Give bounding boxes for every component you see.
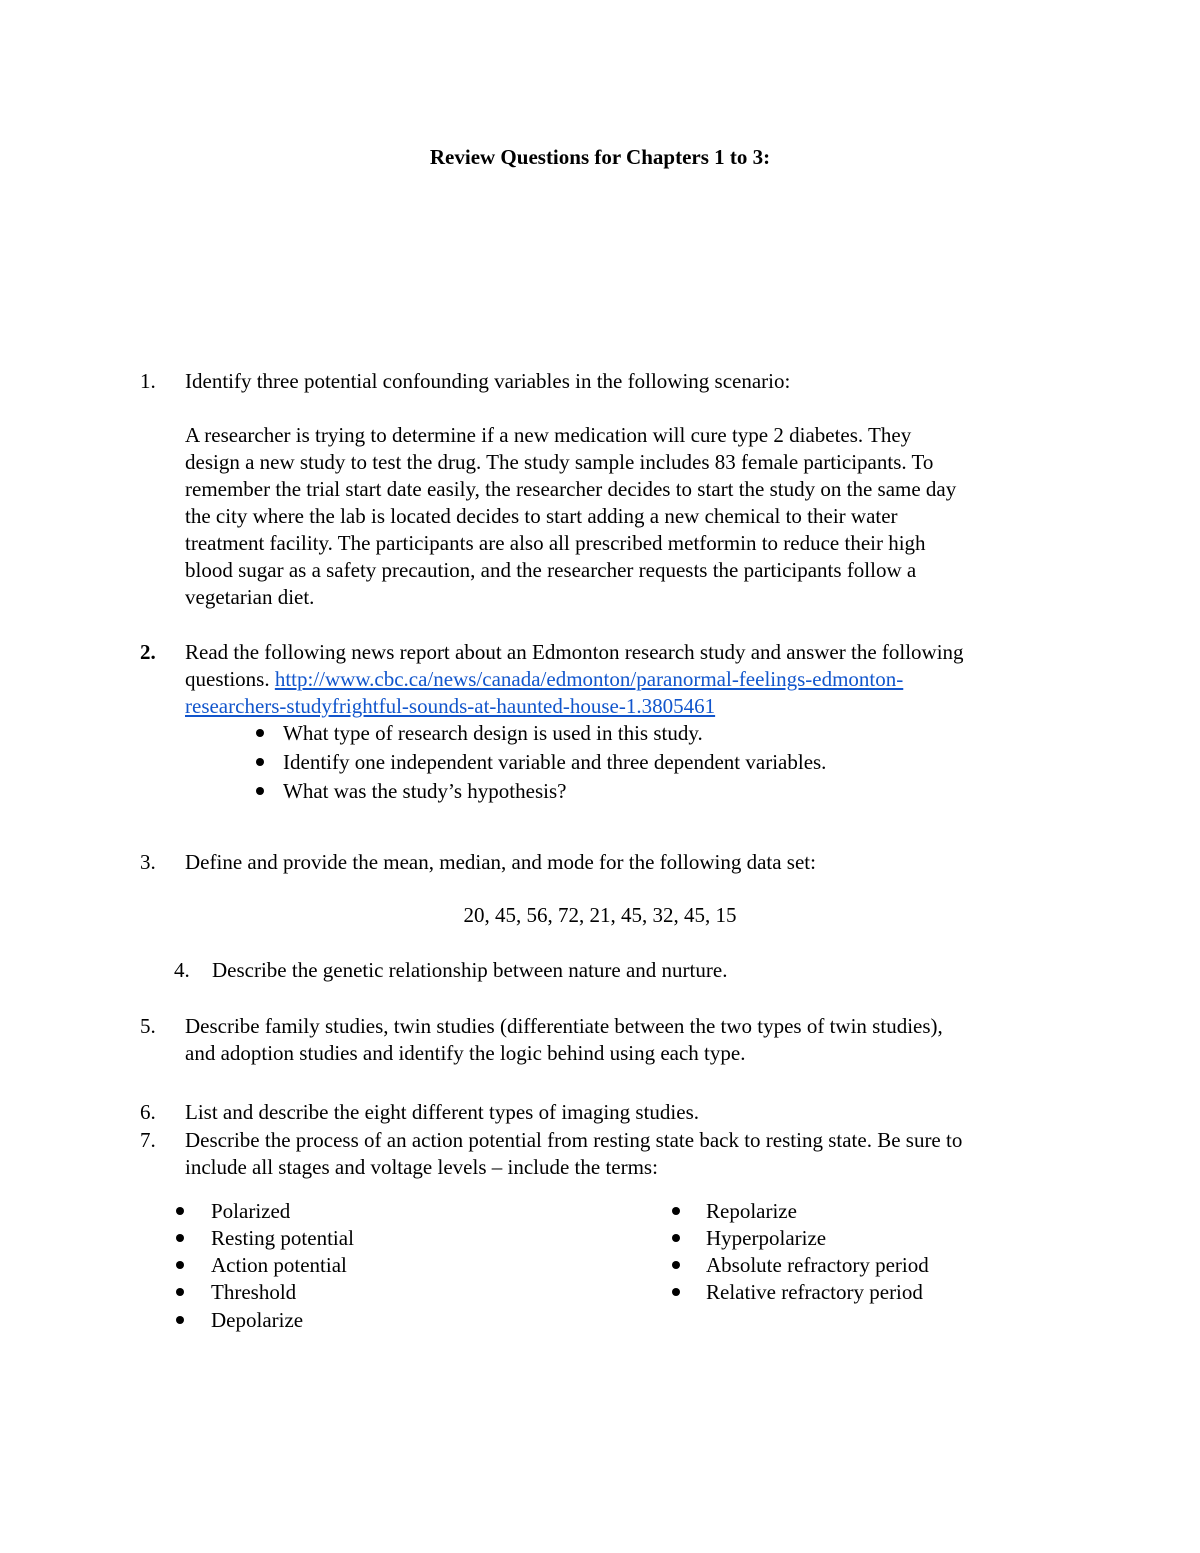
q2-bullet: What was the study’s hypothesis? (283, 779, 567, 803)
bullet-icon (176, 1261, 184, 1269)
q2-line3 (185, 693, 964, 720)
q2-line2-prefix: questions. (185, 667, 275, 691)
bullet-icon (256, 758, 264, 766)
q3-prompt: Define and provide the mean, median, and mode for the following data set: (185, 850, 816, 874)
q4-number: 4. (174, 958, 190, 982)
q6-number: 6. (140, 1100, 156, 1124)
q1-scenario-line: remember the trial start date easily, the researcher decides to start the study on the same day (185, 477, 957, 501)
bullet-icon (672, 1207, 680, 1215)
term-item: Absolute refractory period (706, 1253, 929, 1277)
bullet-icon (176, 1288, 184, 1296)
q5-number: 5. (140, 1014, 156, 1038)
term-item: Repolarize (706, 1199, 797, 1223)
q1-scenario-line: blood sugar as a safety precaution, and the researcher requests the participants follow a (185, 558, 917, 582)
q3-number: 3. (140, 850, 156, 874)
bullet-icon (672, 1288, 680, 1296)
q7-line: Describe the process of an action potential from resting state back to resting state. Be sure to (185, 1128, 963, 1152)
q1-scenario (185, 422, 956, 611)
q2-line1: Read the following news report about an Edmonton research study and answer the following (185, 640, 964, 664)
bullet-icon (176, 1207, 184, 1215)
term-item: Threshold (211, 1280, 297, 1304)
term-item: Relative refractory period (706, 1280, 923, 1304)
term-item: Polarized (211, 1199, 291, 1223)
q1-scenario-line: A researcher is trying to determine if a new medication will cure type 2 diabetes. They (185, 423, 912, 447)
q1-scenario-line: treatment facility. The participants are also all prescribed metformin to reduce their high (185, 531, 926, 555)
q1-scenario-line: design a new study to test the drug. The study sample includes 83 female participants. To (185, 450, 934, 474)
news-report-link[interactable]: http://www.cbc.ca/news/canada/edmonton/paranormal-feelings-edmonton- (274, 667, 904, 691)
q2-body (185, 639, 964, 720)
q5-line: and adoption studies and identify the logic behind using each type. (185, 1041, 746, 1065)
q4-prompt: Describe the genetic relationship between nature and nurture. (212, 958, 728, 982)
term-item: Hyperpolarize (706, 1226, 827, 1250)
q5-line: Describe family studies, twin studies (differentiate between the two types of twin studies), (185, 1014, 943, 1038)
q7-number: 7. (140, 1128, 156, 1152)
data-set: 20, 45, 56, 72, 21, 45, 32, 45, 15 (463, 903, 737, 927)
q2-bullet: Identify one independent variable and three dependent variables. (283, 750, 827, 774)
q5-body (185, 1013, 943, 1067)
bullet-icon (256, 787, 264, 795)
bullet-icon (672, 1261, 680, 1269)
q1-number: 1. (140, 369, 156, 393)
term-item: Depolarize (211, 1308, 304, 1332)
bullet-icon (672, 1234, 680, 1242)
q1-prompt: Identify three potential confounding variables in the following scenario: (185, 369, 791, 393)
q1-scenario-line: the city where the lab is located decides to start adding a new chemical to their water (185, 504, 898, 528)
q7-line: include all stages and voltage levels – include the terms: (185, 1155, 658, 1179)
q2-number: 2. (140, 640, 156, 664)
bullet-icon (176, 1316, 184, 1324)
term-item: Action potential (211, 1253, 347, 1277)
bullet-icon (256, 729, 264, 737)
q1-scenario-line: vegetarian diet. (185, 585, 315, 609)
term-item: Resting potential (211, 1226, 354, 1250)
news-report-link-continued[interactable]: researchers-studyfrightful-sounds-at-haunted-house-1.3805461 (185, 694, 716, 718)
q2-line2 (185, 666, 964, 693)
q6-prompt: List and describe the eight different types of imaging studies. (185, 1100, 699, 1124)
page-title: Review Questions for Chapters 1 to 3: (429, 145, 771, 169)
q2-bullet: What type of research design is used in this study. (283, 721, 703, 745)
bullet-icon (176, 1234, 184, 1242)
q7-body (185, 1127, 962, 1181)
